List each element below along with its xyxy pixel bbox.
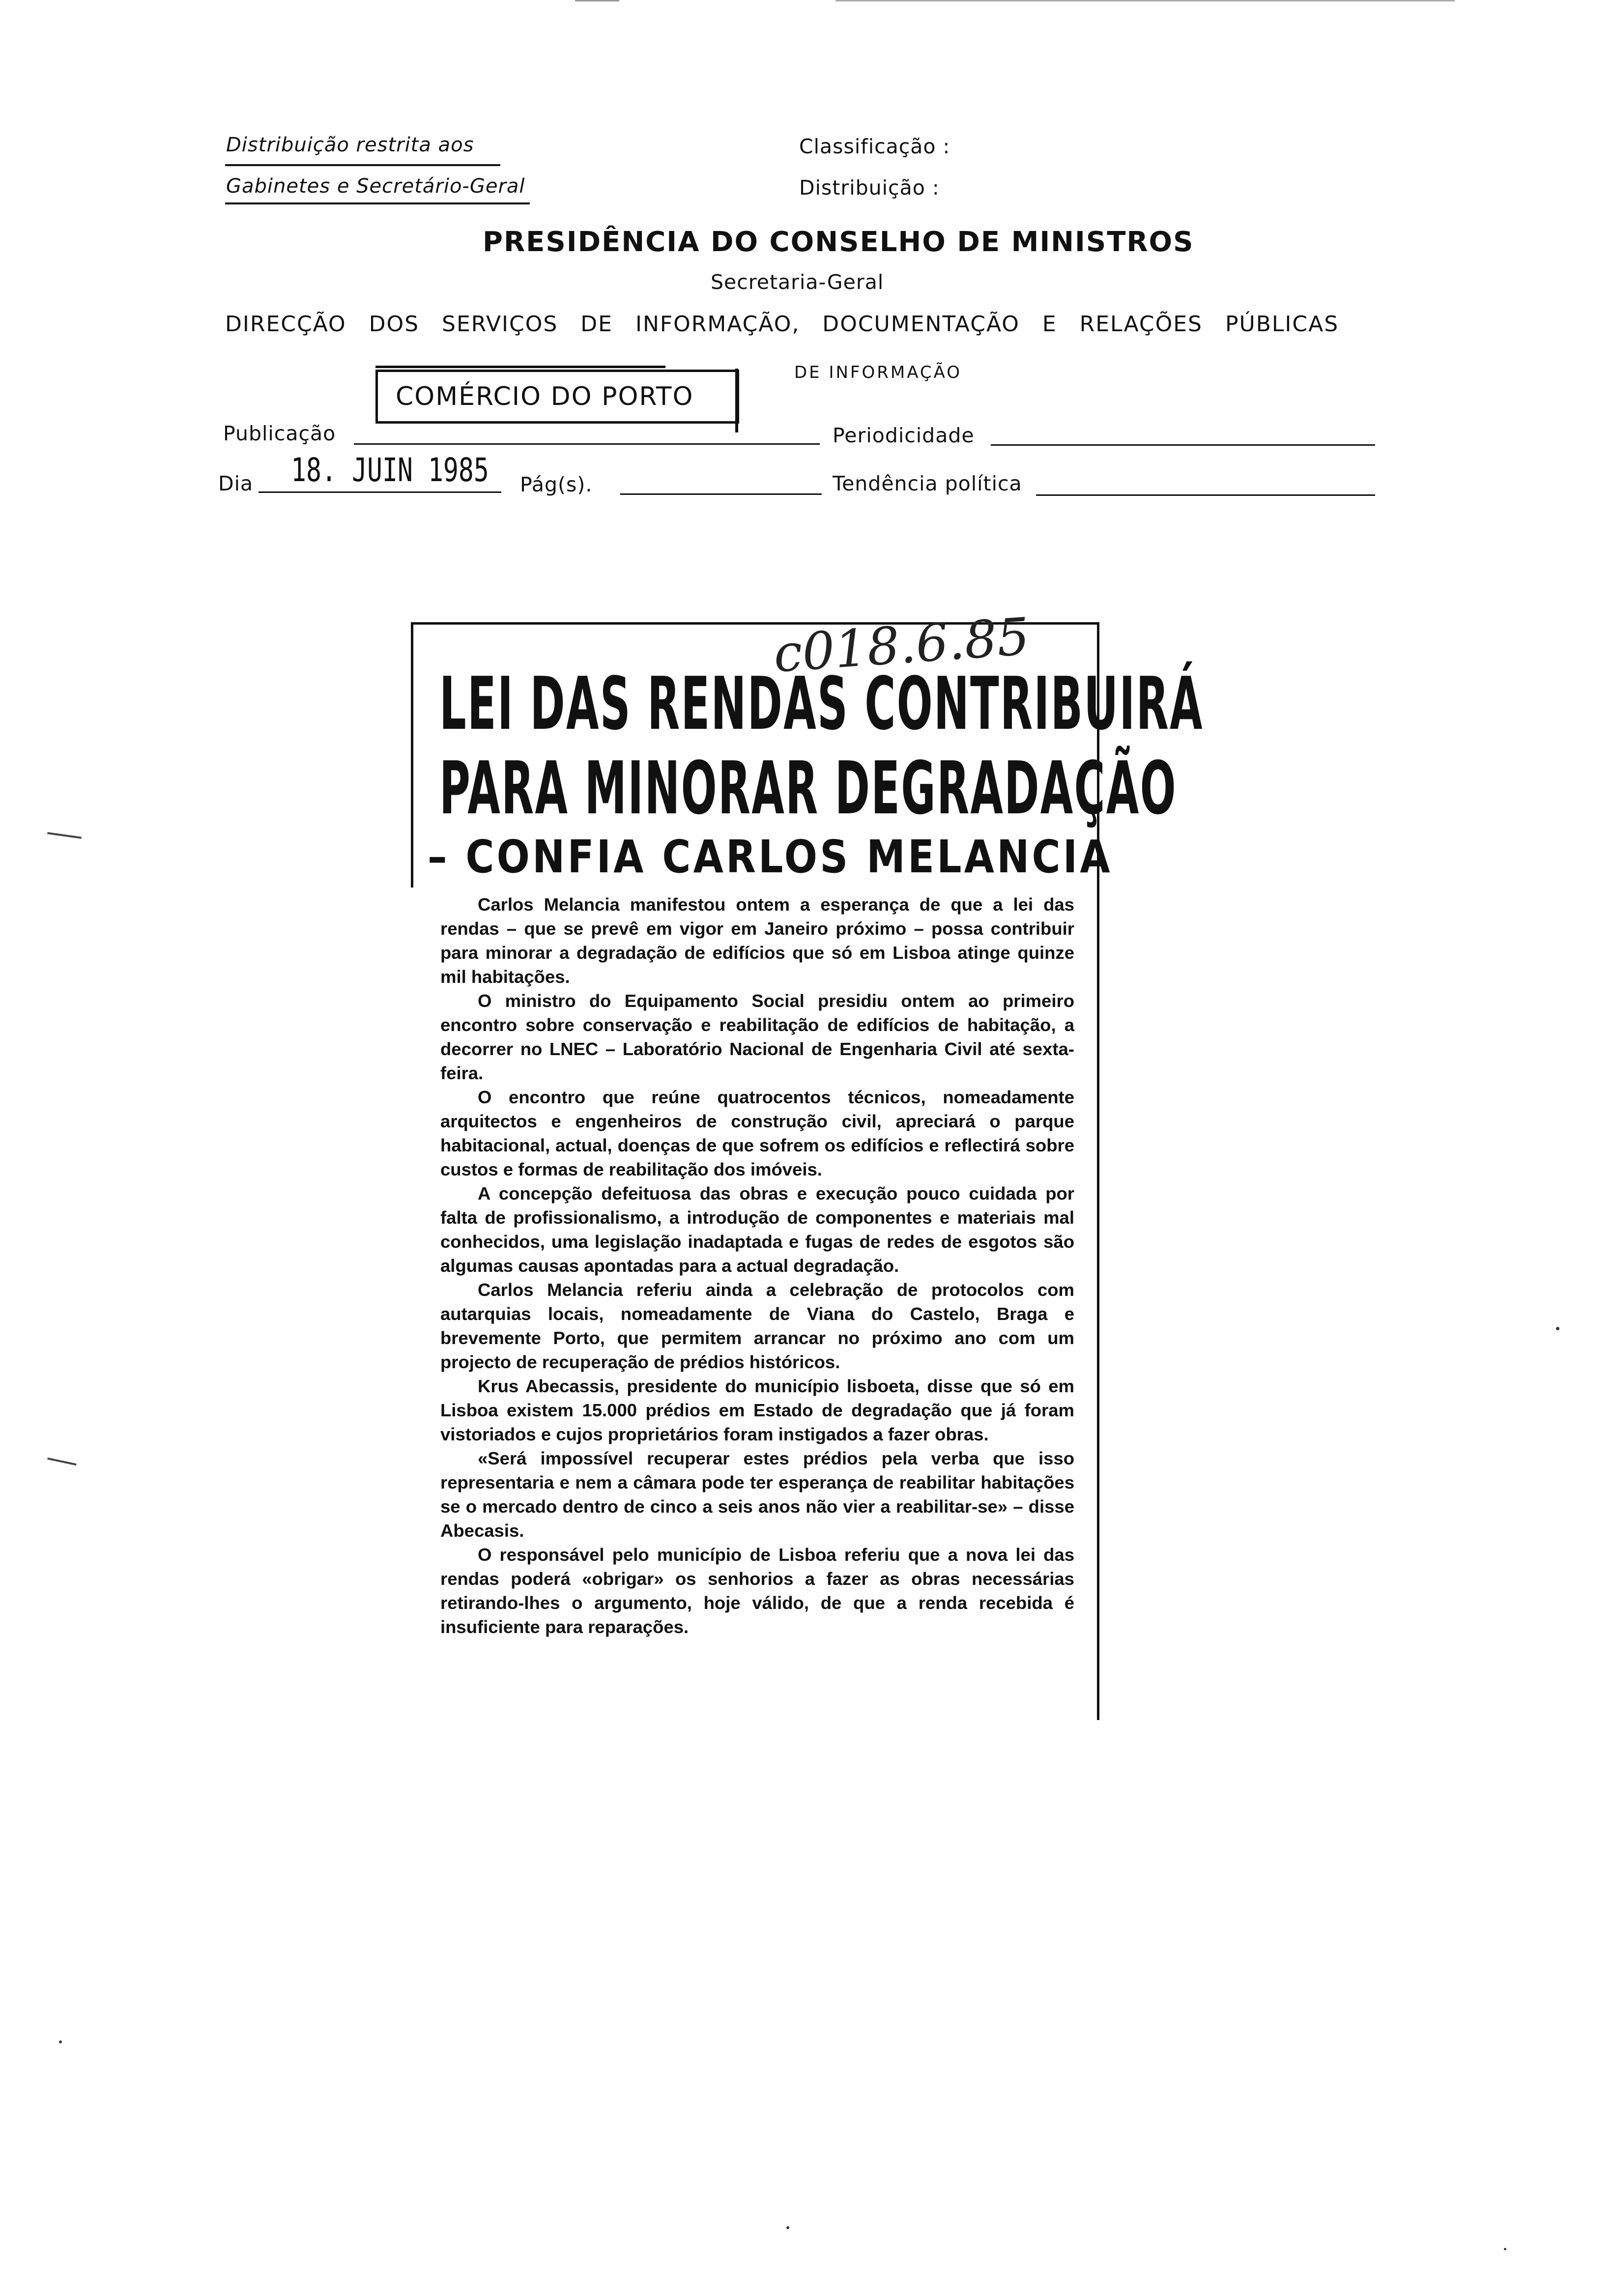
article-body [440,892,1074,1639]
dia-label: Dia [218,472,254,495]
divisao-rule [375,366,665,368]
article-paragraph: O encontro que reúne quatrocentos técnicos, nomeadamente arquitectos e engenheiros de construção civil, apreciará o parque habitacional, actual, doenças de que sofrem os edifícios e reflectirá sobre custos e formas de reabilitação dos imóveis. [440,1087,1074,1179]
periodicidade-label: Periodicidade [833,424,975,447]
header-direccao: DIRECÇÃO DOS SERVIÇOS DE INFORMAÇÃO, DOCUMENTAÇÃO E RELAÇÕES PÚBLICAS [225,312,1339,337]
pags-label: Pág(s). [520,473,593,496]
restricted-line-1: Distribuição restrita aos [226,134,474,156]
article-paragraph: O ministro do Equipamento Social presidiu ontem ao primeiro encontro sobre conservação e reabilitação de edifícios de habitação, a decorrer no LNEC – Laboratório Nacional de Engenharia Civil até sexta-feira. [440,991,1074,1083]
article-frame-left [411,622,413,888]
headline-line-1: LEI DAS RENDAS CONTRIBUIRÁ [439,661,1204,746]
underline [225,164,500,166]
tendencia-label: Tendência política [833,472,1022,495]
subheadline: – CONFIA CARLOS MELANCIA [428,831,1113,883]
underline [225,202,530,204]
handwritten-note: c018.6.85 [772,606,1032,684]
tendencia-line [1036,494,1375,496]
scan-speck [786,2226,789,2229]
article-paragraph: «Será impossível recuperar estes prédios pela verba que isso representaria e nem a câmara pode ter esperança de reabilitar habitações se o mercado dentro de cinco a seis anos não vier a reabilitar-se» – disse Abecasis. [440,1448,1074,1541]
scan-edge-mark [575,0,619,1]
scan-speck [59,2040,62,2043]
pags-line [620,493,822,495]
article-paragraph: O responsável pelo município de Lisboa referiu que a nova lei das rendas poderá «obrigar» os senhorios a fazer as obras necessárias retirando-lhes o argumento, hoje válido, de que a renda recebida é insuficiente para reparações. [440,1545,1074,1637]
newspaper-stamp [375,370,739,424]
publicacao-line [354,443,820,445]
article-paragraph: Krus Abecassis, presidente do município lisboeta, disse que só em Lisboa existem 15.000 prédios em Estado de degradação que já foram vistoriados e cujos proprietários foram instigados a fazer obras. [440,1376,1074,1444]
margin-mark [47,832,82,839]
dia-value: 18. JUIN 1985 [291,451,489,489]
header-title: PRESIDÊNCIA DO CONSELHO DE MINISTROS [483,226,1194,258]
margin-mark [47,1458,77,1465]
divisao-label: DE INFORMAÇÃO [794,363,962,382]
stamp-right-edge [735,369,738,432]
article-paragraph: A concepção defeituosa das obras e execução pouco cuidada por falta de profissionalismo, a introdução de componentes e materiais mal conhecidos, uma legislação inadaptada e fugas de redes de esgotos são algumas causas apontadas para a actual degradação. [440,1183,1074,1276]
scan-edge-mark [835,0,1455,1]
article-paragraph: Carlos Melancia manifestou ontem a esperança de que a lei das rendas – que se prevê em vigor em Janeiro próximo – possa contribuir para minorar a degradação de edifícios que só em Lisboa atinge quinze mil habitações. [440,894,1074,987]
headline-line-2: PARA MINORAR DEGRADAÇÃO [439,746,1177,831]
article-paragraph: Carlos Melancia referiu ainda a celebração de protocolos com autarquias locais, nomeadamente de Viana do Castelo, Braga e brevemente Porto, que permitem arrancar no próximo ano com um projecto de recuperação de prédios históricos. [440,1280,1074,1372]
dia-line [259,491,501,493]
classificacao-label: Classificação : [799,135,950,158]
restricted-line-2: Gabinetes e Secretário-Geral [226,175,525,198]
periodicidade-line [991,444,1375,446]
distribuicao-label: Distribuição : [799,176,940,200]
stamp-text: COMÉRCIO DO PORTO [396,382,694,411]
scan-speck [1504,2248,1506,2250]
header-secretaria: Secretaria-Geral [711,270,884,294]
scan-speck [1556,1327,1559,1330]
publicacao-label: Publicação [223,422,336,445]
